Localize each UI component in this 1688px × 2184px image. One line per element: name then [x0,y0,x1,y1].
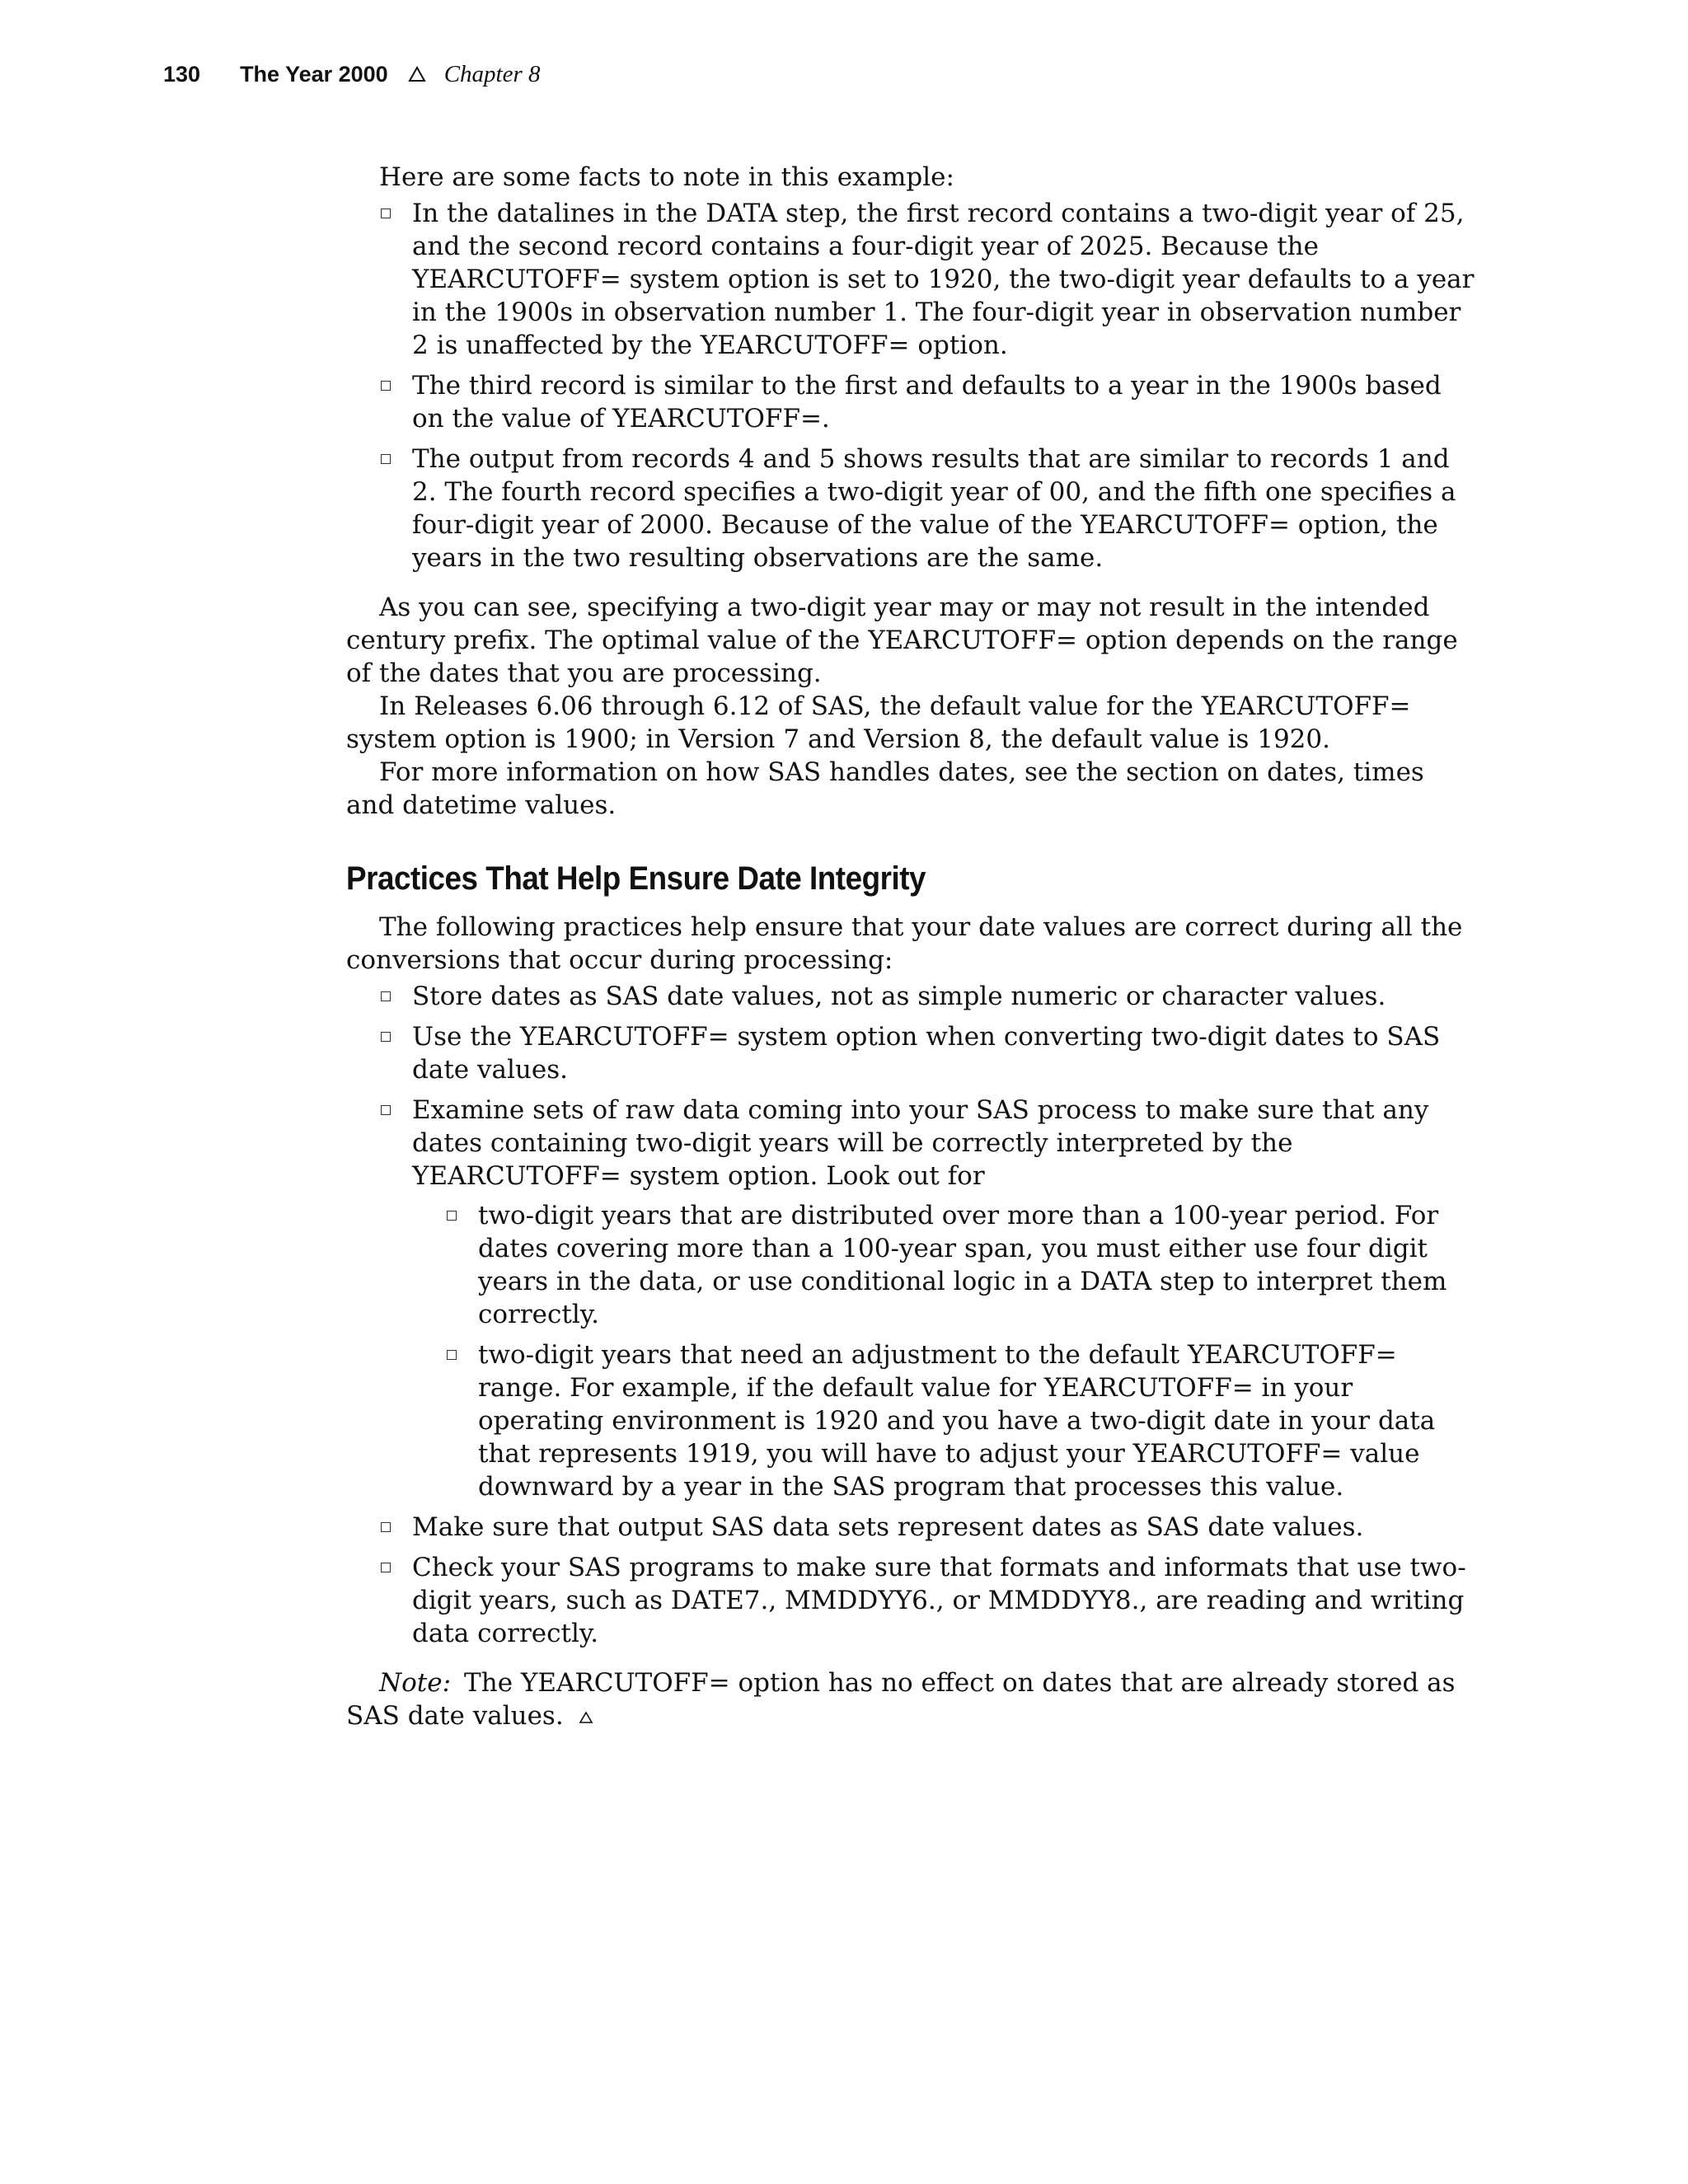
triangle-icon [579,1711,593,1724]
note-text: The YEARCUTOFF= option has no effect on dates that are already stored as SAS date values. [346,1668,1456,1731]
square-bullet-icon [381,381,391,391]
triangle-icon [408,66,426,82]
list-item [379,443,1475,574]
list-item-text: The output from records 4 and 5 shows results that are similar to records 1 and 2. The fourth record specifies a two-digit year of 00, and the fifth one specifies a four-digit year of 2000. Because of the value of the YEARCUTOFF= option, the years in the two resulting observations are the same. [412,444,1456,573]
facts-list [379,197,1475,574]
square-bullet-icon [381,454,391,464]
list-item-text: Examine sets of raw data coming into your SAS process to make sure that any dates containing two-digit years will be correctly interpreted by the YEARCUTOFF= system option. Look out for [412,1095,1429,1191]
list-item [379,197,1475,362]
practices-list [379,980,1475,1650]
note-label: Note: [379,1668,452,1698]
section-heading: Practices That Help Ensure Date Integrity [346,860,926,897]
list-item-text: Check your SAS programs to make sure that formats and informats that use two-digit years, such as DATE7., MMDDYY6., or MMDDYY8., are reading and writing data correctly. [412,1553,1466,1648]
list-item [379,1511,1475,1544]
square-bullet-icon [381,991,391,1001]
square-bullet-icon [381,209,391,218]
body-paragraph: For more information on how SAS handles dates, see the section on dates, times and datetime values. [346,757,1424,820]
list-item-text: two-digit years that need an adjustment to the default YEARCUTOFF= range. For example, if the default value for YEARCUTOFF= in your operating environment is 1920 and you have a two-digit date in your data that represents 1919, you will have to adjust your YEARCUTOFF= value downward by a year in the SAS program that processes this value. [478,1340,1436,1502]
section-intro: The following practices help ensure that your date values are correct during all the conversions that occur during processing: [346,912,1463,975]
square-bullet-icon [381,1032,391,1042]
book-title: The Year 2000 [240,61,388,87]
note [346,1666,1475,1732]
list-item-text: two-digit years that are distributed over more than a 100-year period. For dates covering more than a 100-year span, you must either use four digit years in the data, or use conditional logic in a DATA step to interpret them correctly. [478,1201,1447,1329]
square-bullet-icon [381,1522,391,1532]
list-item-text: Use the YEARCUTOFF= system option when converting two-digit dates to SAS date values. [412,1022,1441,1085]
list-item [379,1020,1475,1086]
body-paragraph: In Releases 6.06 through 6.12 of SAS, the default value for the YEARCUTOFF= system option is 1900; in Version 7 and Version 8, the default value is 1920. [346,691,1411,754]
square-bullet-icon [447,1211,457,1221]
running-head [163,58,541,91]
list-item-text: The third record is similar to the first and defaults to a year in the 1900s based on the value of YEARCUTOFF=. [412,371,1442,434]
page-body [346,161,1475,1732]
list-item [379,369,1475,435]
list-item [379,1094,1475,1503]
list-item-text: Store dates as SAS date values, not as simple numeric or character values. [412,982,1386,1011]
facts-intro: Here are some facts to note in this example: [379,162,954,192]
chapter-label: Chapter 8 [443,60,541,87]
list-item [445,1338,1475,1503]
square-bullet-icon [447,1350,457,1360]
list-item-text: Make sure that output SAS data sets represent dates as SAS date values. [412,1512,1364,1542]
page-number: 130 [163,61,201,87]
lookout-list [445,1199,1475,1503]
list-item [379,980,1475,1013]
square-bullet-icon [381,1105,391,1115]
body-paragraph: As you can see, specifying a two-digit year may or may not result in the intended century prefix. The optimal value of the YEARCUTOFF= option depends on the range of the dates that you are processing. [346,593,1458,688]
list-item-text: In the datalines in the DATA step, the first record contains a two-digit year of 25, and the second record contains a four-digit year of 2025. Because the YEARCUTOFF= system option is set to 1920, the two-digit year defaults to a year in the 1900s in observation number 1. The four-digit year in observation number 2 is unaffected by the YEARCUTOFF= option. [412,199,1475,360]
list-item [379,1551,1475,1650]
list-item [445,1199,1475,1331]
square-bullet-icon [381,1563,391,1572]
